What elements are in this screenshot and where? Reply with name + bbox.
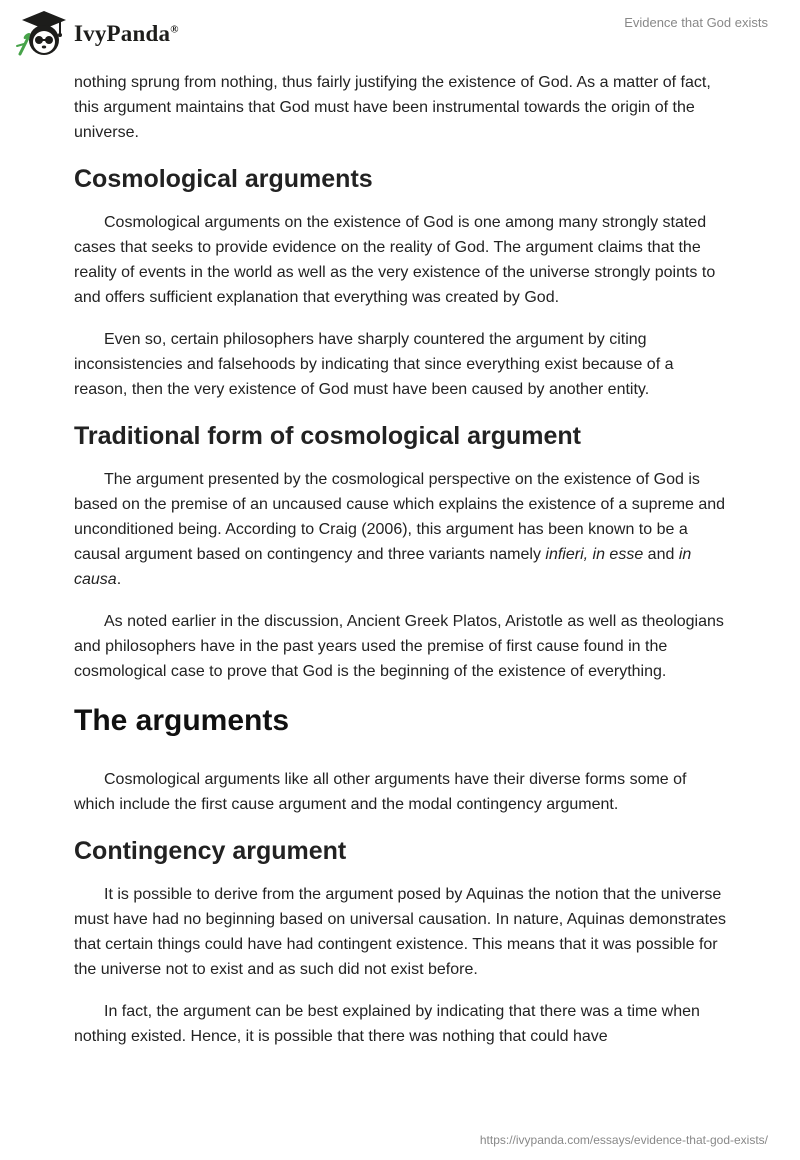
logo[interactable] bbox=[14, 8, 179, 60]
paragraph: Cosmological arguments on the existence of God is one among many strongly stated cases that seeks to provide evidence on the reality of God. The argument claims that the reality of events in the world as well as the very existence of the universe strongly points to and offers sufficient explanation that everything was created by God. bbox=[74, 214, 716, 306]
document-title: Evidence that God exists bbox=[624, 15, 768, 30]
source-url[interactable]: https://ivypanda.com/essays/evidence-that-god-exists/ bbox=[479, 1133, 768, 1147]
paragraph: nothing sprung from nothing, thus fairly justifying the existence of God. As a matter of fact, this argument maintains that God must have been instrumental towards the origin of the universe. bbox=[74, 74, 711, 141]
section-heading: Traditional form of cosmological argument bbox=[74, 422, 582, 450]
paragraph: In fact, the argument can be best explained by indicating that there was a time when nothing existed. Hence, it is possible that there was nothing that could have bbox=[74, 1003, 700, 1045]
paragraph: The argument presented by the cosmological perspective on the existence of God is based on the premise of an uncaused cause which explains the existence of a supreme and unconditioned being. According to Craig (2006), this argument has been known to be a causal argument based on contingency and three variants namely infieri, in esse and in causa. bbox=[74, 471, 726, 588]
paragraph: As noted earlier in the discussion, Ancient Greek Platos, Aristotle as well as theologians and philosophers have in the past years used the premise of first cause found in the cosmological case to prove that God is the beginning of the existence of everything. bbox=[74, 613, 724, 680]
paragraph: Even so, certain philosophers have sharply countered the argument by citing inconsistencies and falsehoods by indicating that since everything exist because of a reason, then the very existence of God must have been caused by another entity. bbox=[74, 331, 674, 398]
panda-graduate-logo-icon bbox=[14, 8, 70, 60]
paragraph: Cosmological arguments like all other arguments have their diverse forms some of which include the first cause argument and the modal contingency argument. bbox=[74, 771, 687, 813]
paragraph: It is possible to derive from the argument posed by Aquinas the notion that the universe must have had no beginning based on universal causation. In nature, Aquinas demonstrates that certain things could have had contingent existence. This means that it was possible for the universe not to exist and as such did not exist before. bbox=[74, 886, 726, 978]
page-header bbox=[0, 0, 800, 70]
main-heading: The arguments bbox=[74, 704, 290, 737]
section-heading: Cosmological arguments bbox=[74, 165, 373, 193]
brand-name: IvyPanda® bbox=[74, 21, 179, 46]
article-body bbox=[74, 70, 726, 1066]
section-heading: Contingency argument bbox=[74, 837, 347, 865]
